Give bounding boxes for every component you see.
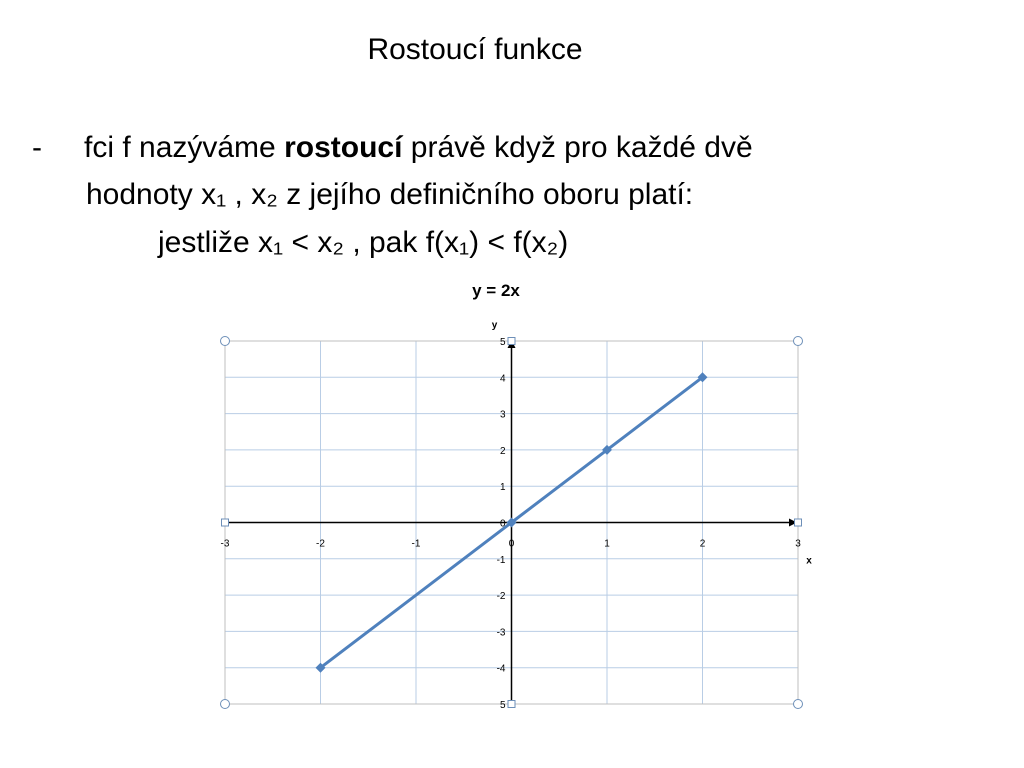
y-tick-label: 1	[499, 482, 506, 494]
corner-handle-icon	[221, 700, 230, 709]
chart-title: y = 2x	[472, 281, 520, 300]
corner-handle-icon	[221, 337, 230, 346]
corner-handle-icon	[794, 337, 803, 346]
definition-line-2: hodnoty x₁ , x₂ z jejího definičního oboru platí:	[86, 178, 694, 211]
slide-title: Rostoucí funkce	[367, 33, 583, 66]
x-tick-label: 0	[508, 538, 515, 550]
y-tick-label: 0	[499, 518, 506, 530]
x-tick-label: -2	[316, 538, 325, 550]
x-axis-label: x	[806, 555, 812, 567]
x-tick-label: 2	[699, 538, 706, 550]
corner-handle-icon	[794, 700, 803, 709]
definition-line-1-end: právě když pro každé dvě	[402, 131, 753, 164]
side-handle-icon	[222, 519, 229, 526]
y-tick-label: 2	[499, 445, 506, 457]
x-tick-label: 3	[795, 538, 801, 550]
definition-line-1-start: fci f nazýváme	[84, 131, 285, 164]
y-tick-label: -4	[496, 663, 506, 675]
y-tick-label: 4	[499, 373, 506, 385]
x-tick-label: 1	[604, 538, 610, 550]
side-handle-icon	[795, 519, 802, 526]
y-tick-label: -1	[496, 554, 506, 566]
bullet-dash: -	[32, 131, 42, 164]
y-tick-label: 5	[499, 337, 506, 348]
definition-keyword: rostoucí	[284, 131, 403, 164]
y-axis-label: y	[491, 320, 498, 331]
side-handle-icon	[508, 338, 515, 345]
x-tick-label: -1	[411, 538, 421, 550]
side-handle-icon	[508, 701, 515, 708]
y-tick-label: -3	[496, 627, 506, 639]
chart-tick-labels	[221, 320, 813, 711]
y-tick-label: 3	[499, 409, 506, 421]
definition-line-3: jestliže x₁ < x₂ , pak f(x₁) < f(x₂)	[158, 226, 569, 259]
x-tick-label: -3	[220, 538, 230, 550]
y-tick-label: 5	[499, 700, 506, 711]
y-tick-label: -2	[496, 591, 506, 603]
